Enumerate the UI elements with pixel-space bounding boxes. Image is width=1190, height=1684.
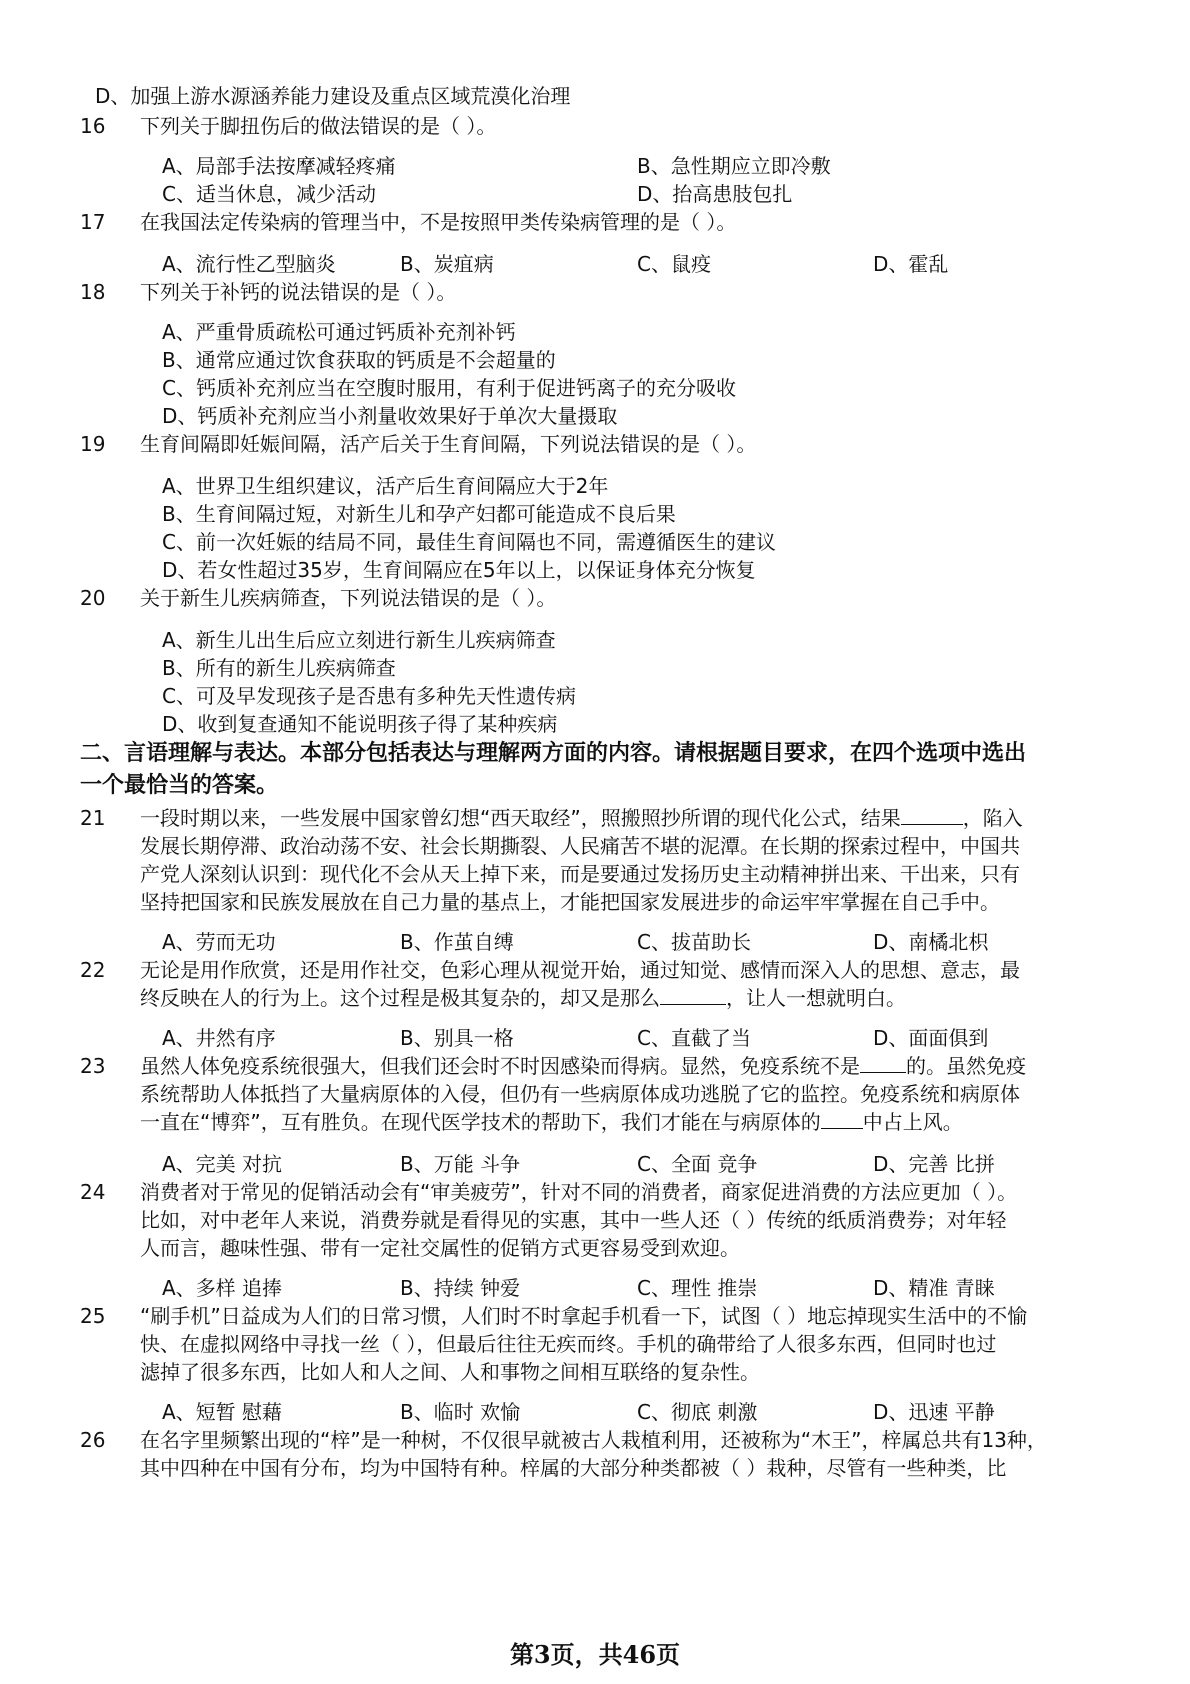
option-b: B、临时 欢愉 <box>400 1400 521 1424</box>
option-b: B、作茧自缚 <box>400 930 514 954</box>
question-stem-line <box>140 804 1023 832</box>
section-heading: 二、言语理解与表达。本部分包括表达与理解两方面的内容。请根据题目要求，在四个选项中选出 <box>80 741 1027 766</box>
question-stem-line: 发展长期停滞、政治动荡不安、社会长期撕裂、人民痛苦不堪的泥潭。在长期的探索过程中，中国共 <box>140 834 1020 858</box>
option-d: D、精准 青睐 <box>873 1276 995 1300</box>
option-a: A、流行性乙型脑炎 <box>162 252 336 276</box>
stem-text: 一段时期以来，一些发展中国家曾幻想“西天取经”，照搬照抄所谓的现代化公式，结果 <box>140 806 901 830</box>
option-c: C、可及早发现孩子是否患有多种先天性遗传病 <box>162 684 576 708</box>
stem-text: 的。虽然免疫 <box>906 1054 1026 1078</box>
option-a: A、新生儿出生后应立刻进行新生儿疾病筛查 <box>162 628 556 652</box>
option-b: B、持续 钟爱 <box>400 1276 521 1300</box>
option-c: C、彻底 刺激 <box>637 1400 758 1424</box>
stem-text: 中占上风。 <box>862 1110 963 1134</box>
question-stem-line: 产党人深刻认识到：现代化不会从天上掉下来，而是要通过发扬历史主动精神拼出来、干出来，只有 <box>140 862 1020 886</box>
option-b: B、生育间隔过短，对新生儿和孕产妇都可能造成不良后果 <box>162 502 676 526</box>
option-b: B、通常应通过饮食获取的钙质是不会超量的 <box>162 348 556 372</box>
option-c: C、钙质补充剂应当在空腹时服用，有利于促进钙离子的充分吸收 <box>162 376 736 400</box>
question-number: 17 <box>80 210 106 234</box>
stem-text: 虽然人体免疫系统很强大，但我们还会时不时因感染而得病。显然，免疫系统不是 <box>140 1054 860 1078</box>
option-d: D、南橘北枳 <box>873 930 989 954</box>
option-a: A、世界卫生组织建议，活产后生育间隔应大于2年 <box>162 474 609 498</box>
question-stem: 在我国法定传染病的管理当中，不是按照甲类传染病管理的是（ ）。 <box>140 210 737 234</box>
stem-text: 一直在“博弈”，互有胜负。在现代医学技术的帮助下，我们才能在与病原体的 <box>140 1110 821 1134</box>
answer-blank <box>660 984 726 1005</box>
option-c: C、前一次妊娠的结局不同，最佳生育间隔也不同，需遵循医生的建议 <box>162 530 776 554</box>
option-d: D、完善 比拼 <box>873 1152 995 1176</box>
question-stem-line: 消费者对于常见的促销活动会有“审美疲劳”，针对不同的消费者，商家促进消费的方法应更加（ ）。 <box>140 1180 1018 1204</box>
option-d: D、收到复查通知不能说明孩子得了某种疾病 <box>162 712 558 736</box>
option-b: B、炭疽病 <box>400 252 494 276</box>
option-c: C、全面 竞争 <box>637 1152 758 1176</box>
option-d: D、迅速 平静 <box>873 1400 995 1424</box>
question-number: 19 <box>80 432 106 456</box>
page-number-footer: 第3页，共46页 <box>509 1640 681 1669</box>
question-stem-line: 在名字里频繁出现的“梓”是一种树，不仅很早就被古人栽植利用，还被称为“木王”，梓属总共有13种， <box>140 1428 1047 1452</box>
question-stem-line: 比如，对中老年人来说，消费券就是看得见的实惠，其中一些人还（ ）传统的纸质消费券；对年轻 <box>140 1208 1007 1232</box>
answer-blank <box>901 804 963 825</box>
option-c: C、鼠疫 <box>637 252 711 276</box>
question-stem: 关于新生儿疾病筛查，下列说法错误的是（ ）。 <box>140 586 557 610</box>
option-a: A、井然有序 <box>162 1026 276 1050</box>
option-d: D、钙质补充剂应当小剂量收效果好于单次大量摄取 <box>162 404 618 428</box>
question-stem-line: 坚持把国家和民族发展放在自己力量的基点上，才能把国家发展进步的命运牢牢掌握在自己手中。 <box>140 890 1000 914</box>
option-b: B、急性期应立即冷敷 <box>637 154 831 178</box>
stem-text: 终反映在人的行为上。这个过程是极其复杂的，却又是那么 <box>140 986 660 1010</box>
question-stem-line: “刷手机”日益成为人们的日常习惯，人们时不时拿起手机看一下，试图（ ）地忘掉现实生活中的不愉 <box>140 1304 1028 1328</box>
question-stem: 下列关于补钙的说法错误的是（ ）。 <box>140 280 457 304</box>
question-stem-line <box>140 1108 963 1136</box>
option-c: C、理性 推崇 <box>637 1276 758 1300</box>
option-d: D、霍乱 <box>873 252 949 276</box>
option-b: B、所有的新生儿疾病筛查 <box>162 656 396 680</box>
option-c: C、直截了当 <box>637 1026 751 1050</box>
option-a: A、局部手法按摩减轻疼痛 <box>162 154 396 178</box>
option-d: D、若女性超过35岁，生育间隔应在5年以上，以保证身体充分恢复 <box>162 558 756 582</box>
option-b: B、别具一格 <box>400 1026 514 1050</box>
question-number: 26 <box>80 1428 106 1452</box>
option-a: A、短暂 慰藉 <box>162 1400 283 1424</box>
option-a: A、严重骨质疏松可通过钙质补充剂补钙 <box>162 320 516 344</box>
question-stem-line: 快、在虚拟网络中寻找一丝（ ），但最后往往无疾而终。手机的确带给了人很多东西，但同时也过 <box>140 1332 997 1356</box>
question-number: 24 <box>80 1180 106 1204</box>
stem-text: ，让人一想就明白。 <box>726 986 906 1010</box>
question-number: 20 <box>80 586 106 610</box>
question-number: 16 <box>80 114 106 138</box>
option-b: B、万能 斗争 <box>400 1152 521 1176</box>
question-number: 25 <box>80 1304 106 1328</box>
question-stem-line <box>140 1052 1026 1080</box>
question-number: 21 <box>80 806 106 830</box>
option-a: A、多样 追捧 <box>162 1276 283 1300</box>
answer-blank <box>860 1052 906 1073</box>
question-number: 22 <box>80 958 106 982</box>
prev-option-d: D、加强上游水源涵养能力建设及重点区域荒漠化治理 <box>95 84 571 108</box>
question-stem-line: 滤掉了很多东西，比如人和人之间、人和事物之间相互联络的复杂性。 <box>140 1360 760 1384</box>
answer-blank <box>821 1108 863 1129</box>
section-heading: 一个最恰当的答案。 <box>80 773 279 798</box>
option-a: A、完美 对抗 <box>162 1152 283 1176</box>
option-c: C、拔苗助长 <box>637 930 751 954</box>
question-stem-line: 人而言，趣味性强、带有一定社交属性的促销方式更容易受到欢迎。 <box>140 1236 740 1260</box>
option-c: C、适当休息，减少活动 <box>162 182 376 206</box>
stem-text: ，陷入 <box>962 806 1023 830</box>
question-stem-line: 系统帮助人体抵挡了大量病原体的入侵，但仍有一些病原体成功逃脱了它的监控。免疫系统和病原体 <box>140 1082 1020 1106</box>
question-stem-line: 无论是用作欣赏，还是用作社交，色彩心理从视觉开始，通过知觉、感情而深入人的思想、意志，最 <box>140 958 1020 982</box>
question-stem-line: 其中四种在中国有分布，均为中国特有种。梓属的大部分种类都被（ ）栽种，尽管有一些种类，比 <box>140 1456 1007 1480</box>
question-stem: 下列关于脚扭伤后的做法错误的是（ ）。 <box>140 114 497 138</box>
option-d: D、抬高患肢包扎 <box>637 182 793 206</box>
question-stem: 生育间隔即妊娠间隔，活产后关于生育间隔，下列说法错误的是（ ）。 <box>140 432 757 456</box>
question-number: 23 <box>80 1054 106 1078</box>
option-d: D、面面俱到 <box>873 1026 989 1050</box>
question-stem-line <box>140 984 906 1012</box>
question-number: 18 <box>80 280 106 304</box>
option-a: A、劳而无功 <box>162 930 276 954</box>
